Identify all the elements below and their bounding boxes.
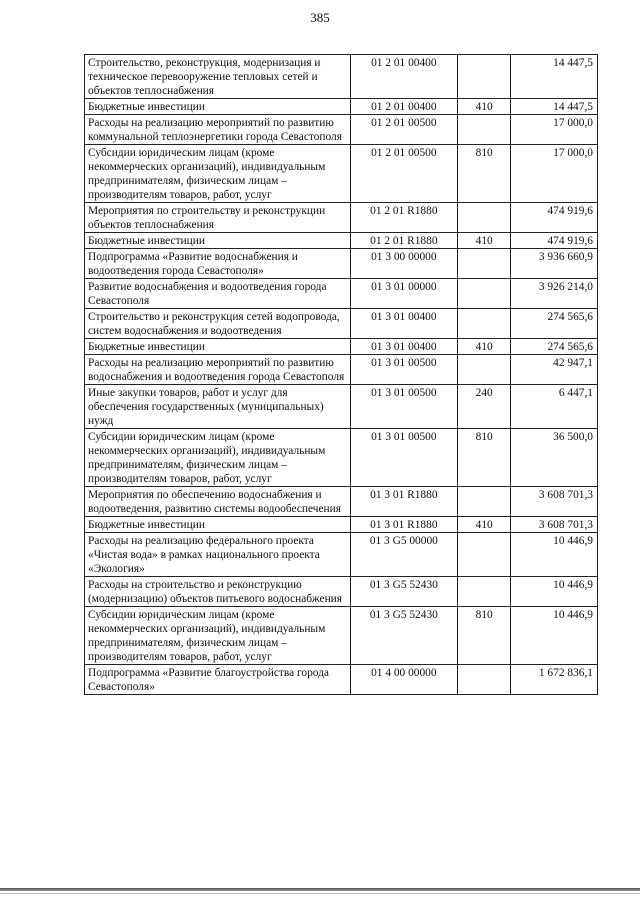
table-row [85, 487, 598, 517]
cell-code: 01 2 01 R1880 [350, 203, 457, 233]
bottom-border-line-thin [0, 893, 640, 894]
table-row [85, 577, 598, 607]
cell-code: 01 3 01 R1880 [350, 487, 457, 517]
table-row [85, 233, 598, 249]
cell-code: 01 3 00 00000 [350, 249, 457, 279]
table-row [85, 203, 598, 233]
cell-name: Расходы на реализацию мероприятий по развитию коммунальной теплоэнергетики города Севастополя [85, 115, 351, 145]
cell-name: Субсидии юридическим лицам (кроме некоммерческих организаций), индивидуальным предпринимателям, физическим лицам – производителям товаров, работ, услуг [85, 607, 351, 665]
table-row [85, 339, 598, 355]
cell-sum: 3 608 701,3 [511, 517, 598, 533]
cell-name: Расходы на реализацию мероприятий по развитию водоснабжения и водоотведения города Севастополя [85, 355, 351, 385]
cell-type: 410 [457, 517, 511, 533]
cell-name: Иные закупки товаров, работ и услуг для обеспечения государственных (муниципальных) нужд [85, 385, 351, 429]
cell-sum: 3 608 701,3 [511, 487, 598, 517]
cell-sum: 1 672 836,1 [511, 665, 598, 695]
cell-name: Развитие водоснабжения и водоотведения города Севастополя [85, 279, 351, 309]
cell-name: Бюджетные инвестиции [85, 233, 351, 249]
cell-type [457, 309, 511, 339]
budget-table [84, 54, 598, 695]
cell-code: 01 2 01 00400 [350, 55, 457, 99]
cell-type [457, 665, 511, 695]
table-row [85, 249, 598, 279]
cell-name: Расходы на строительство и реконструкцию (модернизацию) объектов питьевого водоснабжения [85, 577, 351, 607]
table-row [85, 665, 598, 695]
cell-code: 01 2 01 00500 [350, 145, 457, 203]
cell-name: Субсидии юридическим лицам (кроме некоммерческих организаций), индивидуальным предпринимателям, физическим лицам – производителям товаров, работ, услуг [85, 145, 351, 203]
cell-type: 810 [457, 145, 511, 203]
cell-sum: 14 447,5 [511, 99, 598, 115]
table-row [85, 279, 598, 309]
cell-type: 410 [457, 233, 511, 249]
cell-sum: 10 446,9 [511, 607, 598, 665]
cell-sum: 14 447,5 [511, 55, 598, 99]
cell-sum: 3 926 214,0 [511, 279, 598, 309]
cell-code: 01 3 G5 00000 [350, 533, 457, 577]
table-row [85, 517, 598, 533]
cell-type [457, 279, 511, 309]
table-row [85, 115, 598, 145]
table-row [85, 385, 598, 429]
cell-sum: 274 565,6 [511, 339, 598, 355]
cell-sum: 10 446,9 [511, 533, 598, 577]
cell-code: 01 3 01 00400 [350, 339, 457, 355]
cell-type [457, 487, 511, 517]
cell-type [457, 577, 511, 607]
cell-type: 410 [457, 339, 511, 355]
cell-type [457, 533, 511, 577]
cell-type: 410 [457, 99, 511, 115]
table-row [85, 607, 598, 665]
cell-sum: 474 919,6 [511, 233, 598, 249]
cell-sum: 17 000,0 [511, 145, 598, 203]
cell-name: Мероприятия по строительству и реконструкции объектов теплоснабжения [85, 203, 351, 233]
table-row [85, 429, 598, 487]
cell-name: Строительство, реконструкция, модернизация и техническое перевооружение тепловых сетей и объектов теплоснабжения [85, 55, 351, 99]
table-row [85, 99, 598, 115]
page-number: 385 [310, 10, 330, 25]
cell-type: 810 [457, 429, 511, 487]
cell-name: Строительство и реконструкция сетей водопровода, систем водоснабжения и водоотведения [85, 309, 351, 339]
cell-sum: 474 919,6 [511, 203, 598, 233]
cell-type [457, 115, 511, 145]
cell-code: 01 3 01 R1880 [350, 517, 457, 533]
cell-name: Субсидии юридическим лицам (кроме некоммерческих организаций), индивидуальным предпринимателям, физическим лицам – производителям товаров, работ, услуг [85, 429, 351, 487]
table-row [85, 355, 598, 385]
cell-type: 810 [457, 607, 511, 665]
cell-code: 01 3 01 00000 [350, 279, 457, 309]
cell-sum: 3 936 660,9 [511, 249, 598, 279]
cell-code: 01 3 G5 52430 [350, 577, 457, 607]
cell-type [457, 249, 511, 279]
table-row [85, 55, 598, 99]
cell-type [457, 355, 511, 385]
table-row [85, 309, 598, 339]
cell-type: 240 [457, 385, 511, 429]
cell-type [457, 203, 511, 233]
cell-name: Расходы на реализацию федерального проекта «Чистая вода» в рамках национального проекта «Экология» [85, 533, 351, 577]
cell-name: Подпрограмма «Развитие благоустройства города Севастополя» [85, 665, 351, 695]
cell-code: 01 3 01 00400 [350, 309, 457, 339]
cell-name: Бюджетные инвестиции [85, 339, 351, 355]
cell-code: 01 2 01 00400 [350, 99, 457, 115]
cell-code: 01 3 01 00500 [350, 429, 457, 487]
table-row [85, 533, 598, 577]
cell-code: 01 4 00 00000 [350, 665, 457, 695]
cell-code: 01 2 01 00500 [350, 115, 457, 145]
cell-sum: 42 947,1 [511, 355, 598, 385]
cell-sum: 274 565,6 [511, 309, 598, 339]
cell-name: Бюджетные инвестиции [85, 99, 351, 115]
bottom-border-line [0, 888, 640, 891]
table-body [85, 55, 598, 695]
cell-sum: 17 000,0 [511, 115, 598, 145]
cell-code: 01 3 G5 52430 [350, 607, 457, 665]
cell-sum: 36 500,0 [511, 429, 598, 487]
cell-code: 01 2 01 R1880 [350, 233, 457, 249]
cell-code: 01 3 01 00500 [350, 385, 457, 429]
table-row [85, 145, 598, 203]
cell-sum: 10 446,9 [511, 577, 598, 607]
cell-code: 01 3 01 00500 [350, 355, 457, 385]
cell-name: Мероприятия по обеспечению водоснабжения и водоотведения, развитию системы водообеспечения [85, 487, 351, 517]
cell-name: Бюджетные инвестиции [85, 517, 351, 533]
cell-name: Подпрограмма «Развитие водоснабжения и водоотведения города Севастополя» [85, 249, 351, 279]
cell-sum: 6 447,1 [511, 385, 598, 429]
cell-type [457, 55, 511, 99]
